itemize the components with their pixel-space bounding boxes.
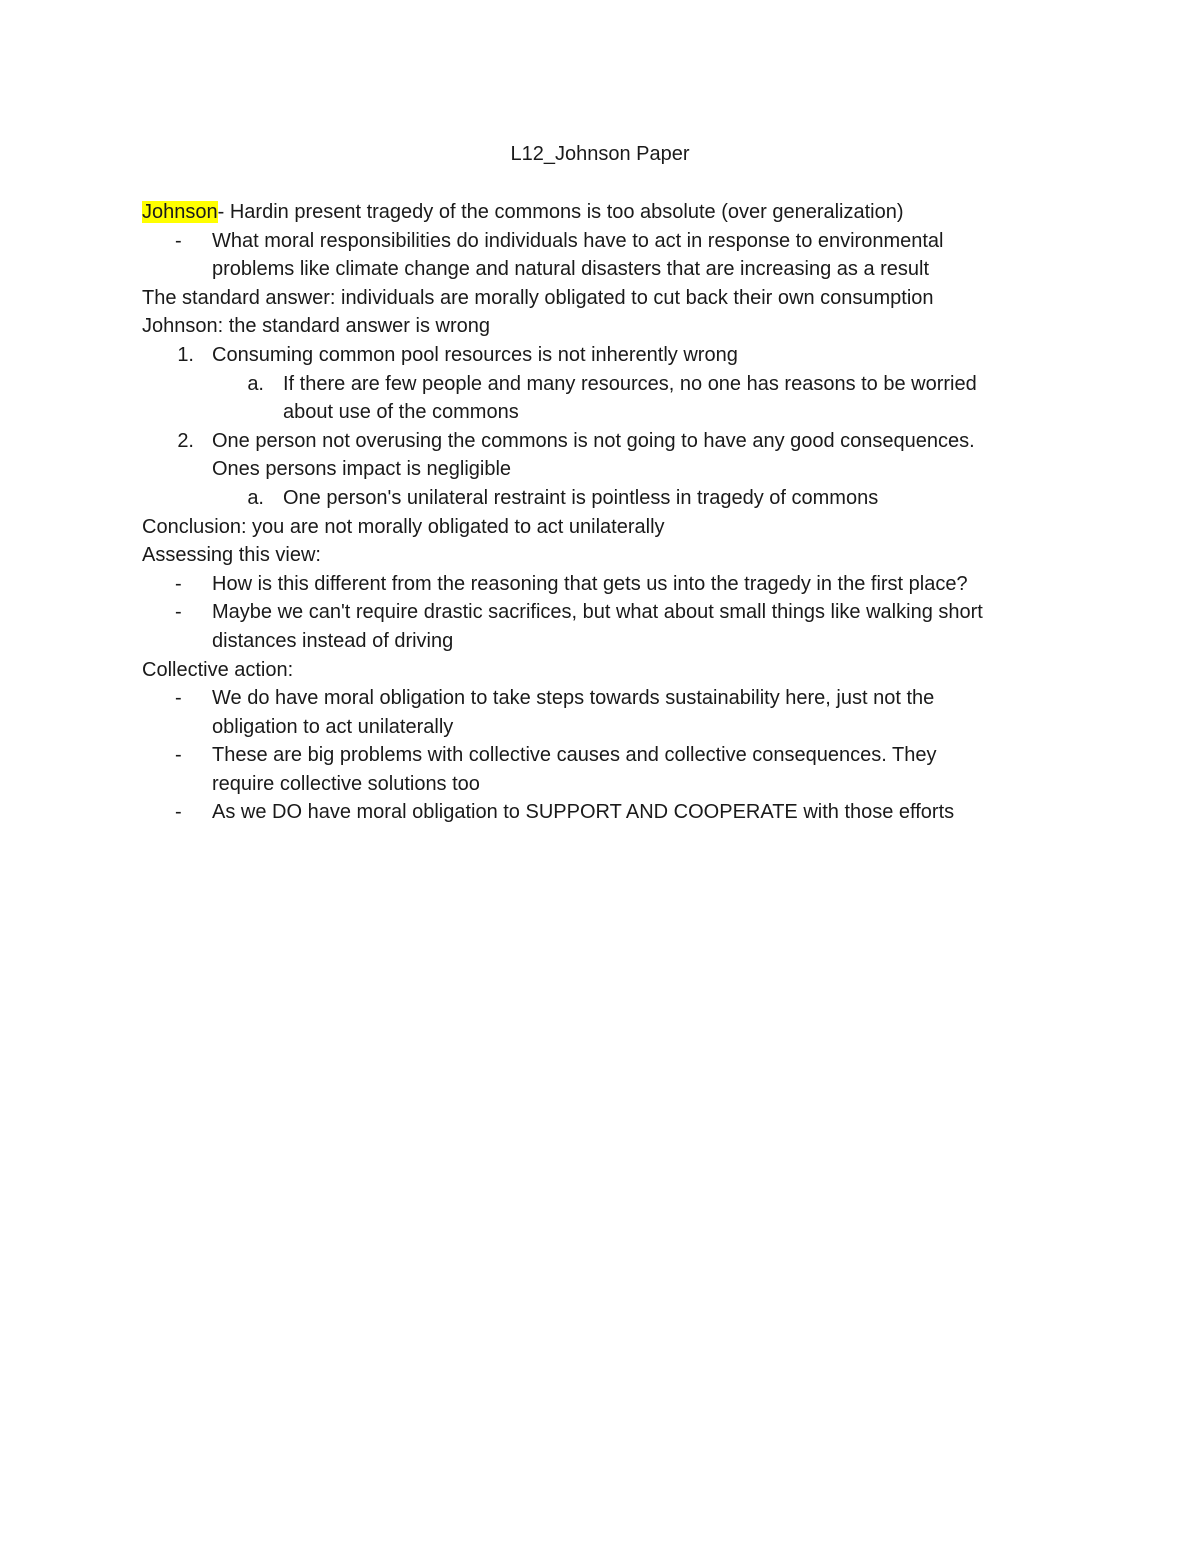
bullet-marker: - [175,744,182,767]
bullet-marker: - [175,801,182,824]
bullet-text: We do have moral obligation to take steps towards sustainability here, just not the [212,687,935,710]
bullet-text: distances instead of driving [212,629,454,652]
numbered-item [142,427,1062,456]
lettered-text: One person's unilateral restraint is pointless in tragedy of commons [283,486,879,509]
bullet-marker: - [175,229,182,252]
letter-marker: a. [247,372,264,395]
bullet-text: What moral responsibilities do individuals have to act in response to environmental [212,229,944,252]
collective-bullet [142,798,1062,827]
collective-bullet [142,684,1062,713]
bullet-text: problems like climate change and natural disasters that are increasing as a result [212,258,930,281]
intro-bullet-line [142,227,1062,256]
lettered-item [142,370,1062,399]
standard-answer-line: The standard answer: individuals are morally obligated to cut back their own consumption [142,286,934,309]
number-marker: 1. [177,343,194,366]
collective-bullet-continuation [142,713,1062,742]
bullet-text: obligation to act unilaterally [212,715,454,738]
bullet-text: As we DO have moral obligation to SUPPORT AND COOPERATE with those efforts [212,801,955,824]
bullet-marker: - [175,572,182,595]
bullet-text: require collective solutions too [212,772,480,795]
intro-bullet-continuation [142,255,1062,284]
numbered-text: Ones persons impact is negligible [212,458,512,481]
bullet-text: Maybe we can't require drastic sacrifices, but what about small things like walking short [212,601,983,624]
collective-bullet-continuation [142,770,1062,799]
letter-marker: a. [247,486,264,509]
numbered-item-continuation [142,455,1062,484]
numbered-text: Consuming common pool resources is not inherently wrong [212,343,738,366]
intro-text: - Hardin present tragedy of the commons is too absolute (over generalization) [217,201,904,223]
document-body [142,198,1062,827]
number-marker: 2. [177,429,194,452]
highlighted-term: Johnson [142,201,218,223]
document-title: L12_Johnson Paper [510,143,690,165]
bullet-marker: - [175,687,182,710]
conclusion-line: Conclusion: you are not morally obligated to act unilaterally [142,515,665,538]
assessing-bullet-continuation [142,627,1062,656]
intro-line [142,198,1062,227]
johnson-claim-line: Johnson: the standard answer is wrong [142,315,490,338]
lettered-item-continuation [142,398,1062,427]
assessing-heading: Assessing this view: [142,544,321,567]
collective-heading: Collective action: [142,658,294,681]
numbered-item [142,341,1062,370]
lettered-text: If there are few people and many resources, no one has reasons to be worried [283,372,977,395]
bullet-text: These are big problems with collective causes and collective consequences. They [212,744,937,767]
collective-bullet [142,741,1062,770]
bullet-text: How is this different from the reasoning that gets us into the tragedy in the first place? [212,572,968,595]
assessing-bullet [142,570,1062,599]
lettered-text: about use of the commons [283,401,519,424]
numbered-text: One person not overusing the commons is not going to have any good consequences. [212,429,975,452]
bullet-marker: - [175,601,182,624]
assessing-bullet [142,598,1062,627]
lettered-item [142,484,1062,513]
